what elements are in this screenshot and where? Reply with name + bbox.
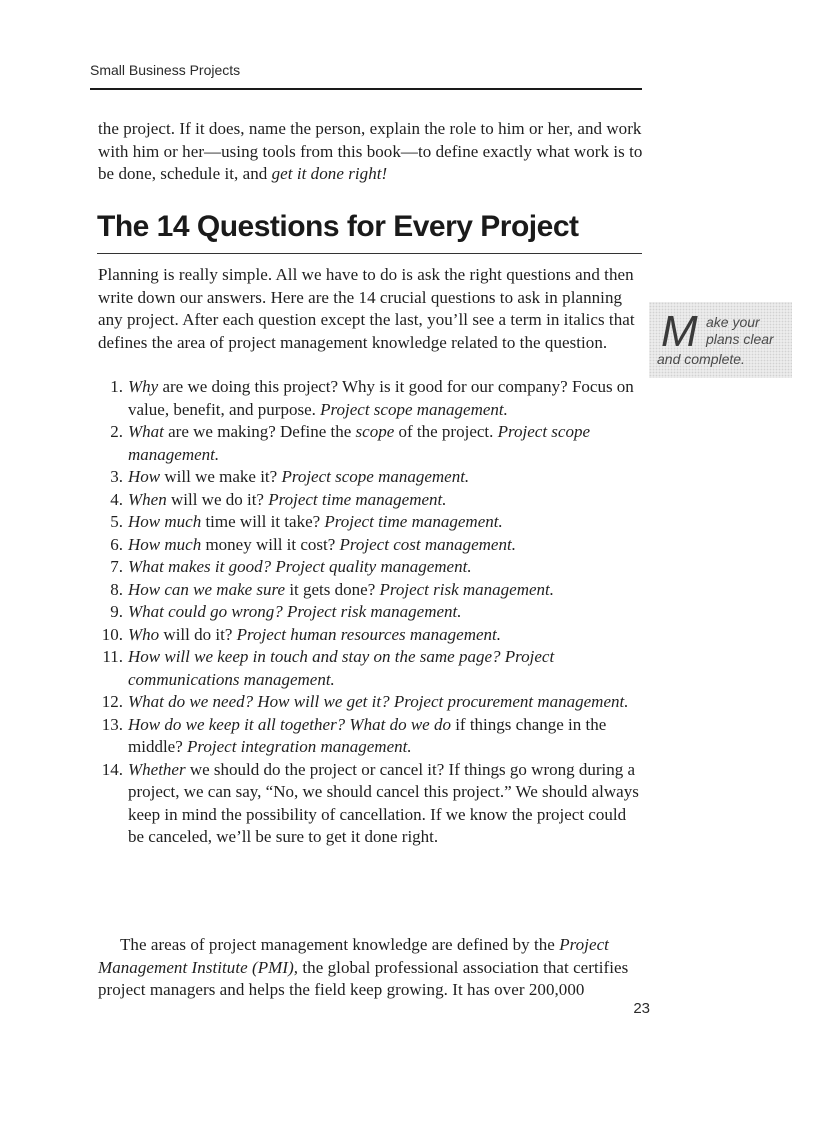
list-item	[98, 714, 646, 759]
question-text: it gets done?	[285, 579, 380, 599]
knowledge-area: Project communications management.	[128, 647, 555, 689]
question-number: 12.	[101, 692, 123, 711]
knowledge-area: Project time management.	[324, 512, 503, 531]
question-number: 3.	[110, 467, 123, 486]
knowledge-area: Project integration management.	[187, 737, 412, 756]
knowledge-area: Project scope management.	[320, 399, 508, 419]
intro-emphasis: get it done right!	[271, 164, 388, 183]
question-emphasis: scope	[355, 422, 395, 441]
list-item	[98, 376, 646, 421]
intro-text: the project. If it does, name the person, explain the role to him or her, and work with him or her—using tools from this book—to define exactly what work is to be done, schedule it, and	[98, 119, 643, 183]
list-item	[98, 646, 646, 691]
question-number: 13.	[101, 714, 123, 734]
header-rule	[90, 88, 642, 90]
list-item	[98, 534, 646, 557]
list-item	[98, 691, 646, 714]
question-number: 8.	[110, 579, 123, 599]
question-number: 7.	[110, 557, 123, 576]
question-text: will we do it?	[166, 489, 269, 509]
question-lead: How much	[128, 534, 202, 554]
list-item	[98, 421, 646, 466]
question-number: 10.	[101, 624, 123, 644]
question-lead: How will we keep in touch and stay on the same page?	[128, 647, 501, 666]
question-number: 11.	[102, 647, 123, 666]
knowledge-area: Project cost management.	[339, 534, 516, 554]
question-number: 14.	[101, 759, 123, 779]
question-text: time will it take?	[201, 512, 325, 531]
question-lead: How much	[128, 512, 202, 531]
list-item	[98, 601, 646, 624]
callout-drop-cap: M	[661, 307, 698, 356]
question-text: we should do the project or cancel it? If things go wrong during a project, we can say, “No, we should cancel this project.” We should always keep in mind the possibility of cancellation. If we know the project could be canceled, we’ll be sure to get it done right.	[128, 759, 639, 846]
knowledge-area: Project quality management.	[275, 557, 472, 576]
question-lead: What could go wrong?	[128, 602, 283, 621]
knowledge-area: Project scope management.	[128, 422, 591, 464]
question-text: will do it?	[159, 624, 237, 644]
knowledge-area: Project human resources management.	[236, 624, 502, 644]
knowledge-area: Project risk management.	[379, 579, 555, 599]
closing-text: the global professional association that certifies project managers and helps the field keep growing. It has over 200,000	[98, 957, 629, 999]
callout-line-1: ake your	[706, 314, 760, 330]
question-lead: What do we need? How will we get it?	[128, 692, 390, 711]
list-item	[98, 556, 646, 579]
question-number: 4.	[110, 489, 123, 509]
question-lead: When	[128, 489, 167, 509]
list-item	[98, 489, 646, 512]
closing-emphasis: Project Management Institute (PMI),	[98, 935, 609, 977]
question-number: 5.	[110, 512, 123, 531]
question-text: will we make it?	[160, 467, 282, 486]
list-item	[98, 759, 646, 849]
question-number: 6.	[110, 534, 123, 554]
question-text: are we making? Define the	[163, 422, 356, 441]
section-paragraph: Planning is really simple. All we have to do is ask the right questions and then write down our answers. Here are the 14 crucial questions to ask in planning any project. After each question except the last, you’ll see a term in italics that defines the area of project management knowledge related to the question.	[98, 265, 635, 352]
margin-callout	[649, 302, 792, 378]
callout-line-2: plans clear	[706, 331, 774, 347]
question-number: 1.	[110, 377, 123, 396]
question-lead: Why	[128, 377, 159, 396]
question-number: 9.	[110, 602, 123, 621]
question-lead: How	[128, 467, 161, 486]
question-lead: What	[128, 422, 164, 441]
knowledge-area: Project procurement management.	[393, 692, 629, 711]
question-lead: Who	[128, 624, 160, 644]
question-text: are we doing this project? Why is it good for our company? Focus on value, benefit, and purpose.	[128, 377, 634, 419]
list-item	[98, 511, 646, 534]
page-number: 23	[633, 1000, 650, 1017]
question-text: of the project.	[394, 422, 498, 441]
section-rule	[97, 253, 642, 254]
list-item	[98, 579, 646, 602]
question-number: 2.	[110, 422, 123, 441]
list-item	[98, 466, 646, 489]
question-text: money will it cost?	[201, 534, 340, 554]
closing-paragraph	[98, 934, 646, 1002]
knowledge-area: Project time management.	[268, 489, 447, 509]
callout-line-3: and complete.	[657, 351, 745, 367]
running-head: Small Business Projects	[90, 62, 241, 78]
question-lead: How can we make sure	[128, 579, 286, 599]
question-lead: What makes it good?	[128, 557, 272, 576]
knowledge-area: Project scope management.	[281, 467, 470, 486]
question-text: if things change in the middle?	[128, 714, 607, 756]
question-list	[98, 376, 646, 849]
closing-text: The areas of project management knowledge are defined by the	[120, 935, 560, 954]
list-item	[98, 624, 646, 647]
knowledge-area: Project risk management.	[286, 602, 462, 621]
question-lead: Whether	[128, 759, 186, 779]
section-heading: The 14 Questions for Every Project	[97, 210, 579, 243]
intro-paragraph	[98, 118, 646, 186]
question-lead: How do we keep it all together? What do we do	[128, 714, 451, 734]
